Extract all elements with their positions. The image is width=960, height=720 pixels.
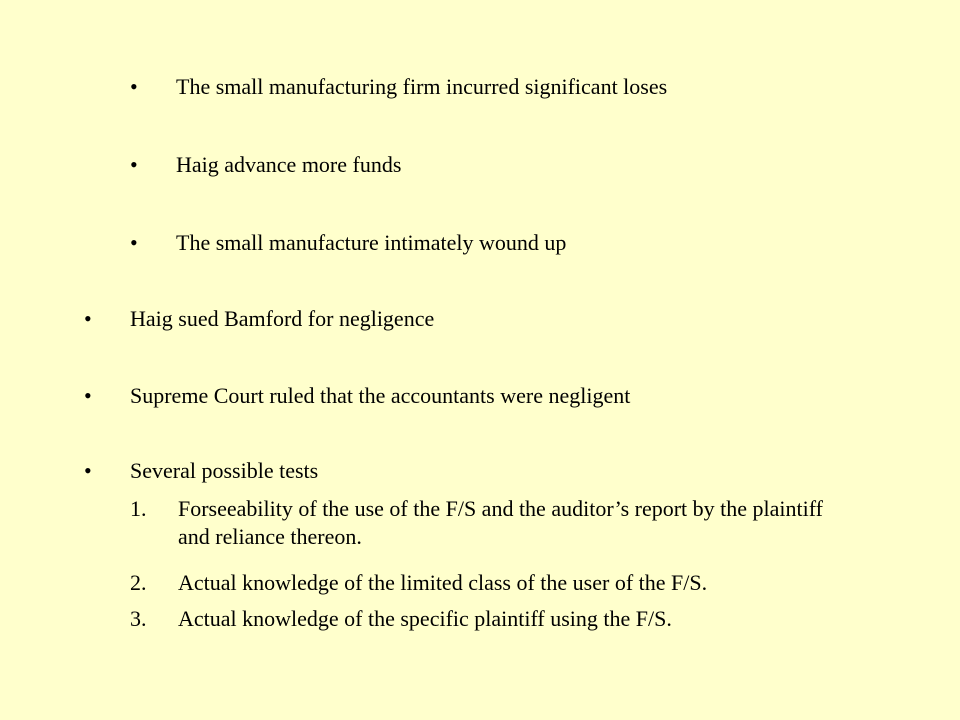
bullet-icon: •	[130, 230, 138, 255]
list-number: 2.	[130, 570, 147, 595]
main-bullet-text: Several possible tests	[130, 458, 319, 483]
bullet-icon: •	[130, 74, 138, 99]
main-bullet-text: Haig sued Bamford for negligence	[130, 306, 435, 331]
test-text: Forseeability of the use of the F/S and the auditor’s report by the plaintiff and reliance thereon.	[178, 496, 824, 549]
test-text: Actual knowledge of the limited class of the user of the F/S.	[178, 570, 708, 595]
sub-bullet-text: The small manufacture intimately wound up	[176, 230, 567, 255]
bullet-icon: •	[84, 458, 92, 483]
list-number: 3.	[130, 606, 147, 631]
list-number: 1.	[130, 496, 147, 521]
bullet-icon: •	[84, 306, 92, 331]
test-text: Actual knowledge of the specific plaintiff using the F/S.	[178, 606, 672, 631]
sub-bullet-text: Haig advance more funds	[176, 152, 402, 177]
sub-bullet-text: The small manufacturing firm incurred significant loses	[176, 74, 668, 99]
main-bullet-text: Supreme Court ruled that the accountants were negligent	[130, 383, 631, 408]
bullet-icon: •	[130, 152, 138, 177]
bullet-icon: •	[84, 383, 92, 408]
